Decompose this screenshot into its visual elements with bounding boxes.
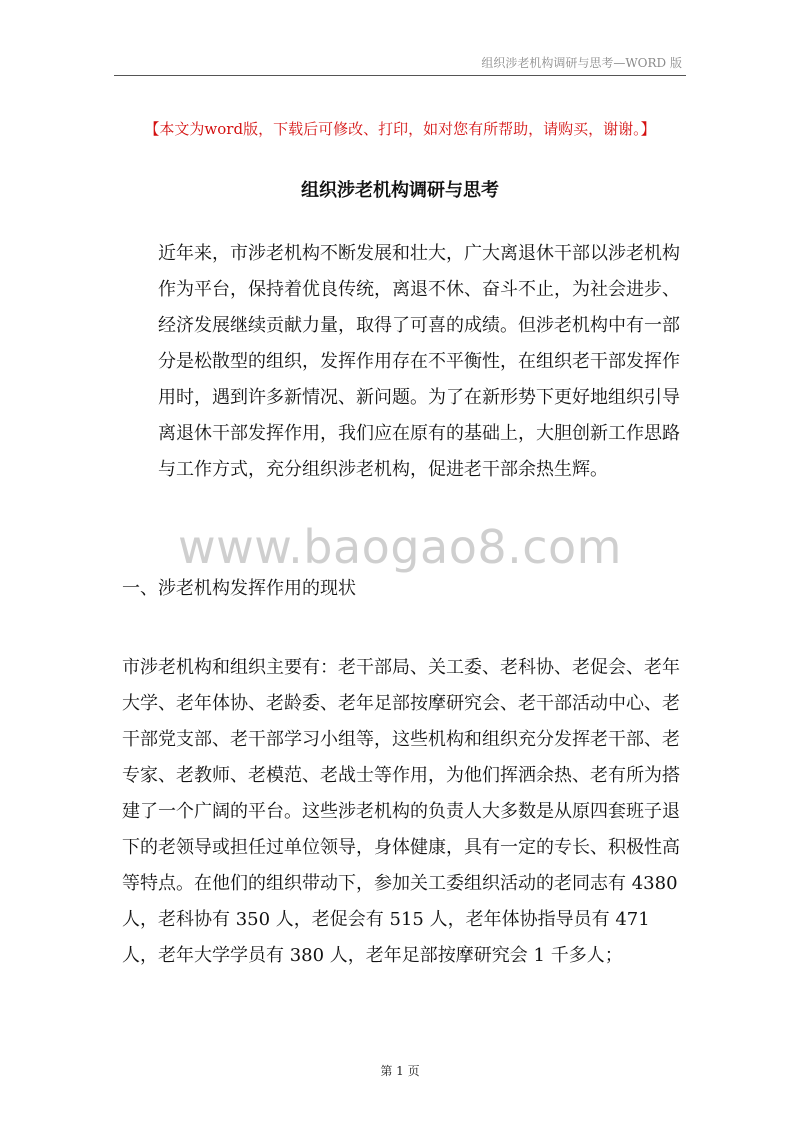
page-number: 第 1 页 (380, 1064, 420, 1078)
download-notice: 【本文为word版，下载后可修改、打印，如对您有所帮助，请购买，谢谢。】 (144, 120, 656, 138)
intro-paragraph-text: 近年来，市涉老机构不断发展和壮大，广大离退休干部以涉老机构作为平台，保持着优良传统，离退不休、奋斗不止，为社会进步、经济发展继续贡献力量，取得了可喜的成绩。但涉老机构中有一部分是松散型的组织，发挥作用存在不平衡性，在组织老干部发挥作用时，遇到许多新情况、新问题。为了在新形势下更好地组织引导离退休干部发挥作用，我们应在原有的基础上，大胆创新工作思路与工作方式，充分组织涉老机构，促进老干部余热生辉。 (158, 243, 680, 480)
intro-paragraph (122, 236, 688, 488)
section-heading: 一、涉老机构发挥作用的现状 (122, 578, 356, 599)
running-header: 组织涉老机构调研与思考—WORD 版 (481, 56, 682, 70)
document-title: 组织涉老机构调研与思考 (301, 180, 499, 201)
header-divider (114, 75, 686, 76)
section-paragraph: 市涉老机构和组织主要有：老干部局、关工委、老科协、老促会、老年大学、老年体协、老龄委、老年足部按摩研究会、老干部活动中心、老干部党支部、老干部学习小组等，这些机构和组织充分发挥老干部、老专家、老教师、老模范、老战士等作用，为他们挥洒余热、老有所为搭建了一个广阔的平台。这些涉老机构的负责人大多数是从原四套班子退下的老领导或担任过单位领导，身体健康，具有一定的专长、积极性高等特点。在他们的组织带动下，参加关工委组织活动的老同志有 4380 人，老科协有 350 人，老促会有 515 人，老年体协指导员有 471 人，老年大学学员有 380 人，老年足部按摩研究会 1 千多人； (122, 657, 680, 966)
watermark: www.baogao8.com (178, 520, 622, 574)
